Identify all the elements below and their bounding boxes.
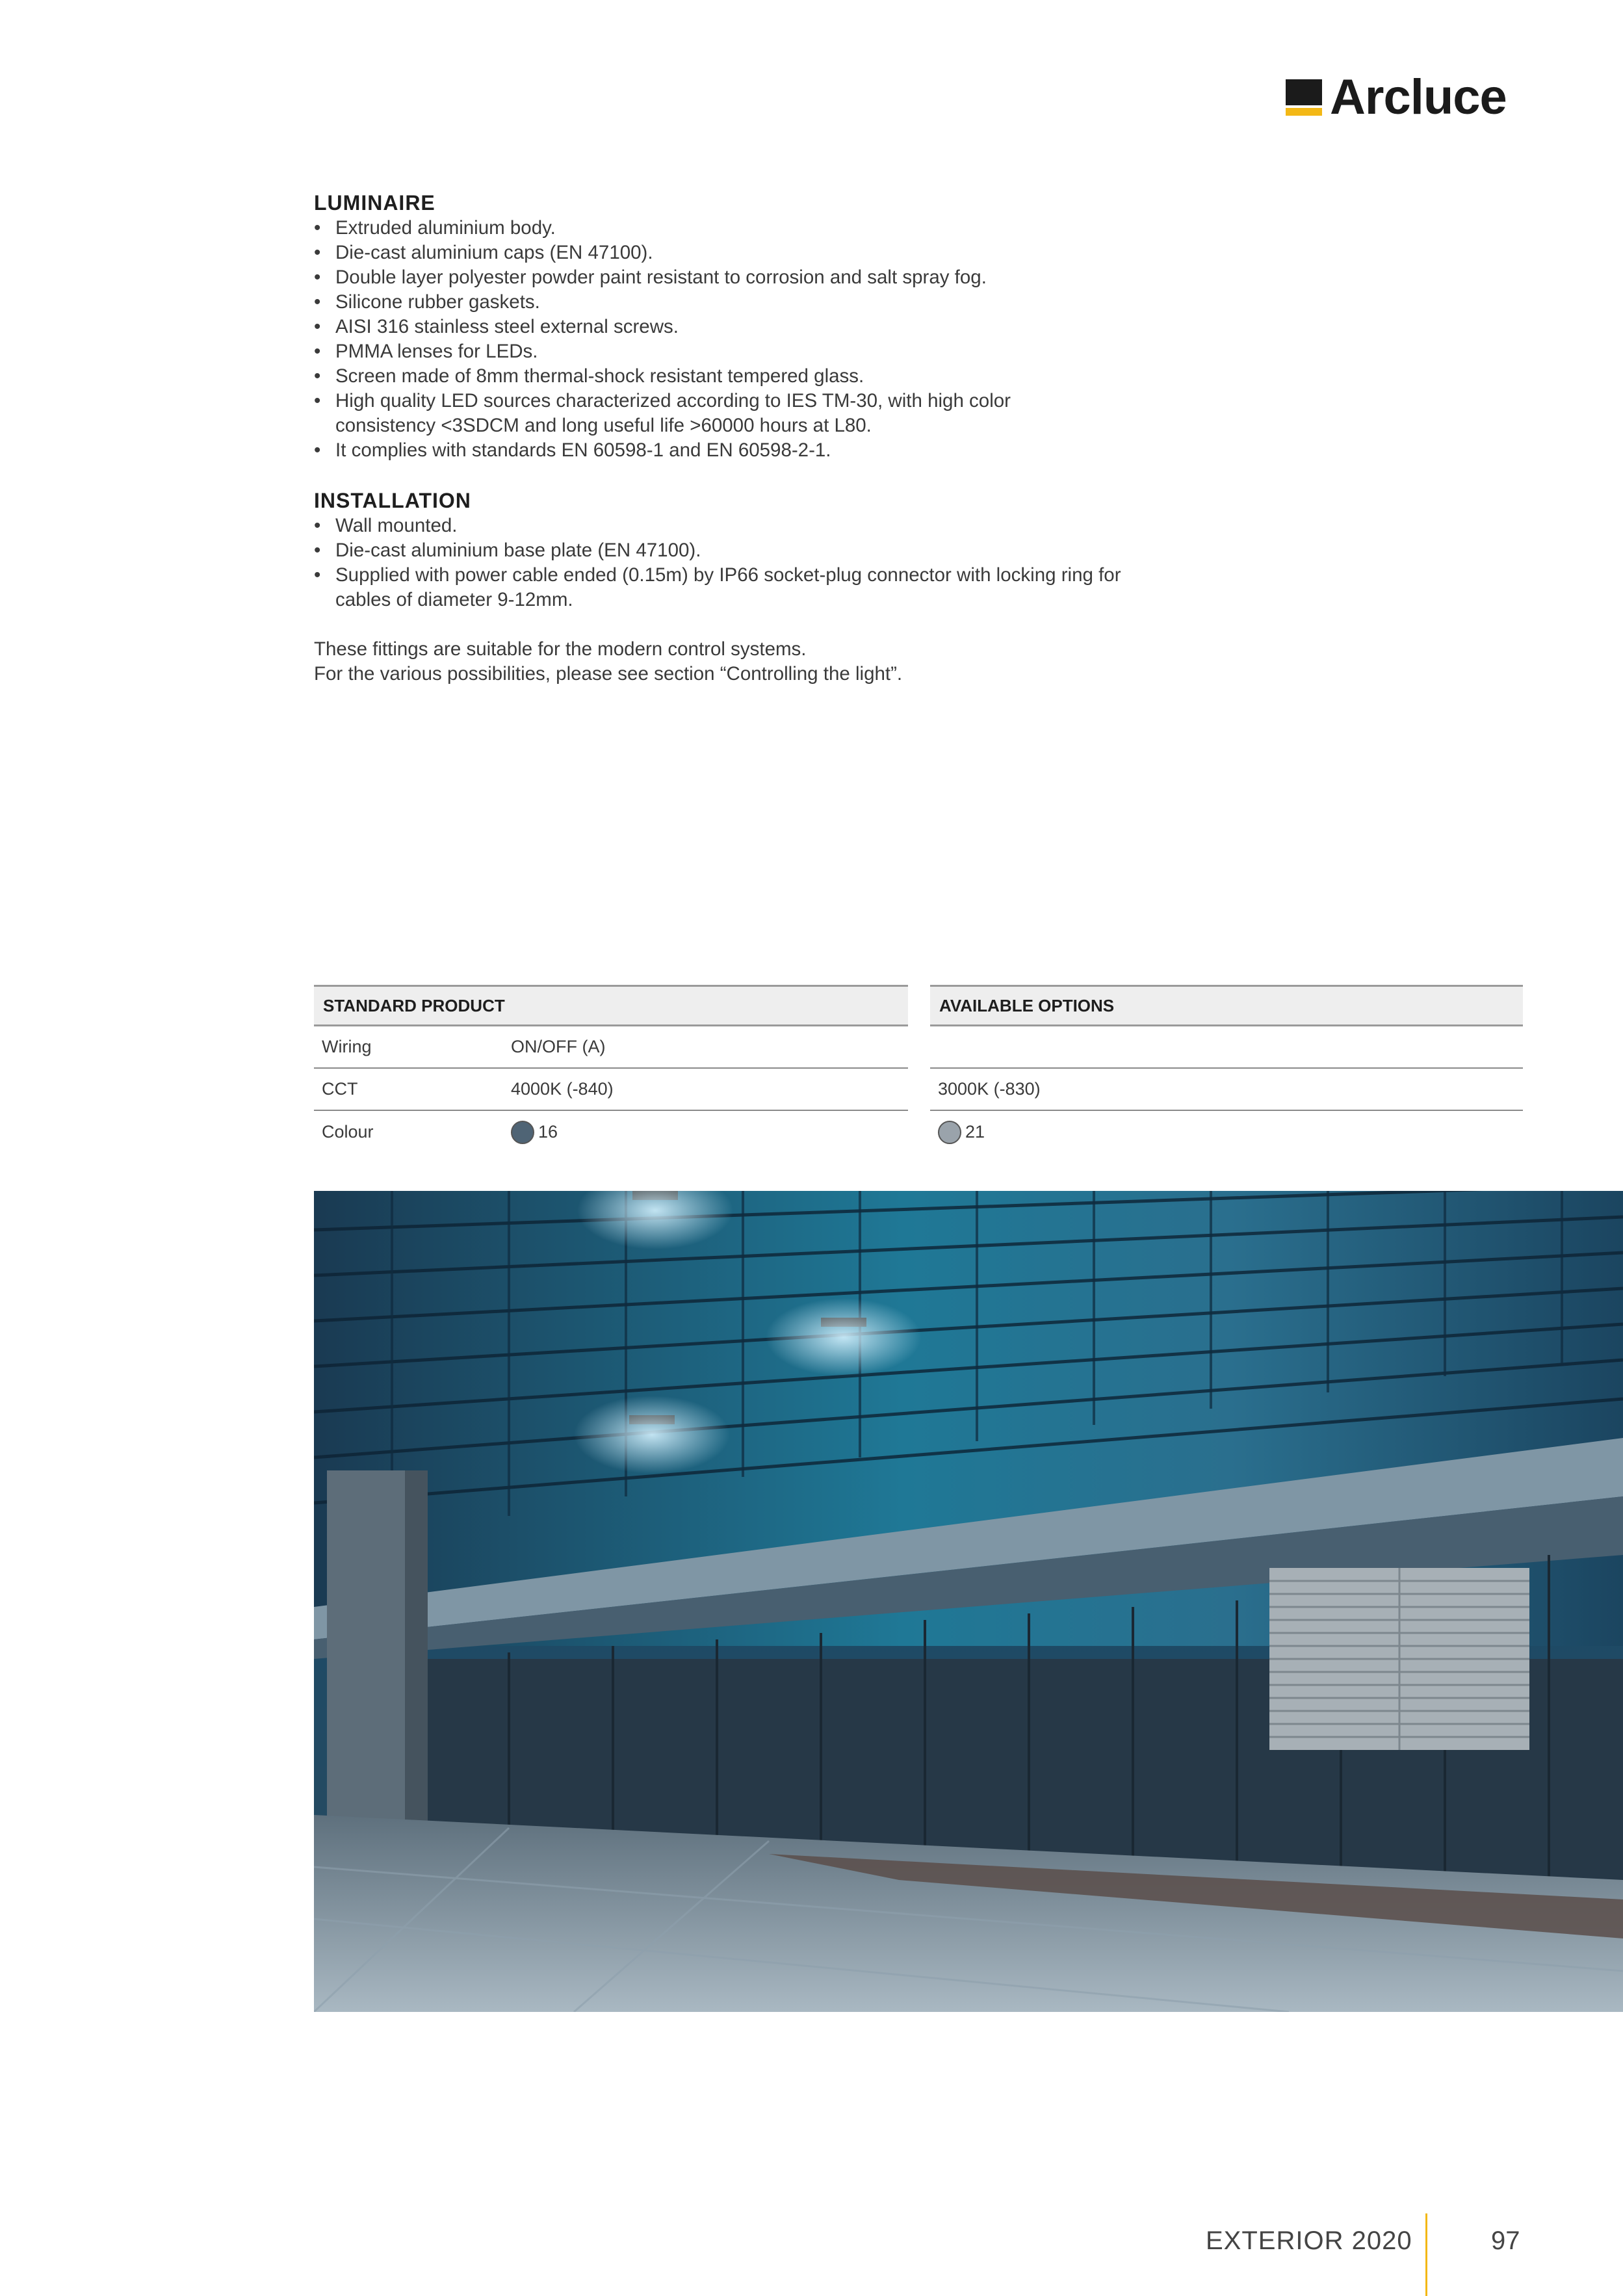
row-label: Wiring: [322, 1037, 372, 1056]
list-item: • Screen made of 8mm thermal-shock resistant tempered glass.: [314, 364, 1159, 389]
list-item: • Silicone rubber gaskets.: [314, 290, 1159, 315]
logo-mark-icon: [1286, 79, 1322, 116]
page-number: 97: [1491, 2226, 1520, 2255]
available-options-header: AVAILABLE OPTIONS: [930, 985, 1523, 1026]
list-item: • It complies with standards EN 60598-1 and EN 60598-2-1.: [314, 438, 1159, 463]
product-description: [314, 190, 1159, 686]
luminaire-heading: LUMINAIRE: [314, 191, 435, 215]
luminaire-list: [314, 216, 1159, 463]
installation-list: [314, 514, 1159, 612]
list-item: • High quality LED sources characterized according to IES TM-30, with high color consistency <3SDCM and long useful life >60000 hours at L80.: [314, 389, 1076, 438]
row-value: 4000K (-840): [511, 1079, 614, 1099]
colour-code: 16: [538, 1122, 558, 1141]
building-facade-photo: [314, 1191, 1623, 2012]
list-item: • Die-cast aluminium caps (EN 47100).: [314, 241, 1159, 265]
table-row: [930, 1026, 1523, 1069]
table-row: [930, 1111, 1523, 1153]
row-label: Colour: [322, 1122, 374, 1141]
table-row: [314, 1069, 908, 1111]
table-row: [314, 1026, 908, 1069]
control-note-2: For the various possibilities, please see section “Controlling the light”.: [314, 663, 903, 685]
brand-logo: [1286, 72, 1507, 124]
row-value: ON/OFF (A): [511, 1037, 606, 1056]
colour-code: 21: [965, 1122, 985, 1141]
table-row: [930, 1069, 1523, 1111]
footer-section: EXTERIOR 2020: [1206, 2226, 1412, 2255]
row-value: [511, 1121, 558, 1144]
standard-product-table: [314, 985, 908, 1153]
standard-product-header: STANDARD PRODUCT: [314, 985, 908, 1026]
row-value: [930, 1121, 985, 1144]
colour-swatch-icon: [938, 1121, 961, 1144]
table-row: [314, 1111, 908, 1153]
list-item: • Die-cast aluminium base plate (EN 47100).: [314, 538, 1159, 563]
footer-divider: [1425, 2213, 1427, 2296]
list-item: • Double layer polyester powder paint resistant to corrosion and salt spray fog.: [314, 265, 1159, 290]
row-label: CCT: [322, 1079, 358, 1099]
list-item: • Wall mounted.: [314, 514, 1159, 538]
list-item: • AISI 316 stainless steel external screws.: [314, 315, 1159, 339]
list-item: • Supplied with power cable ended (0.15m) by IP66 socket-plug connector with locking ring for cables of diameter 9-12mm.: [314, 563, 1122, 612]
control-note-1: These fittings are suitable for the modern control systems.: [314, 638, 807, 660]
list-item: • Extruded aluminium body.: [314, 216, 1159, 241]
row-value: 3000K (-830): [938, 1079, 1041, 1099]
logo-text: Arcluce: [1330, 70, 1507, 125]
available-options-table: [930, 985, 1523, 1153]
installation-heading: INSTALLATION: [314, 489, 471, 512]
list-item: • PMMA lenses for LEDs.: [314, 339, 1159, 364]
colour-swatch-icon: [511, 1121, 534, 1144]
